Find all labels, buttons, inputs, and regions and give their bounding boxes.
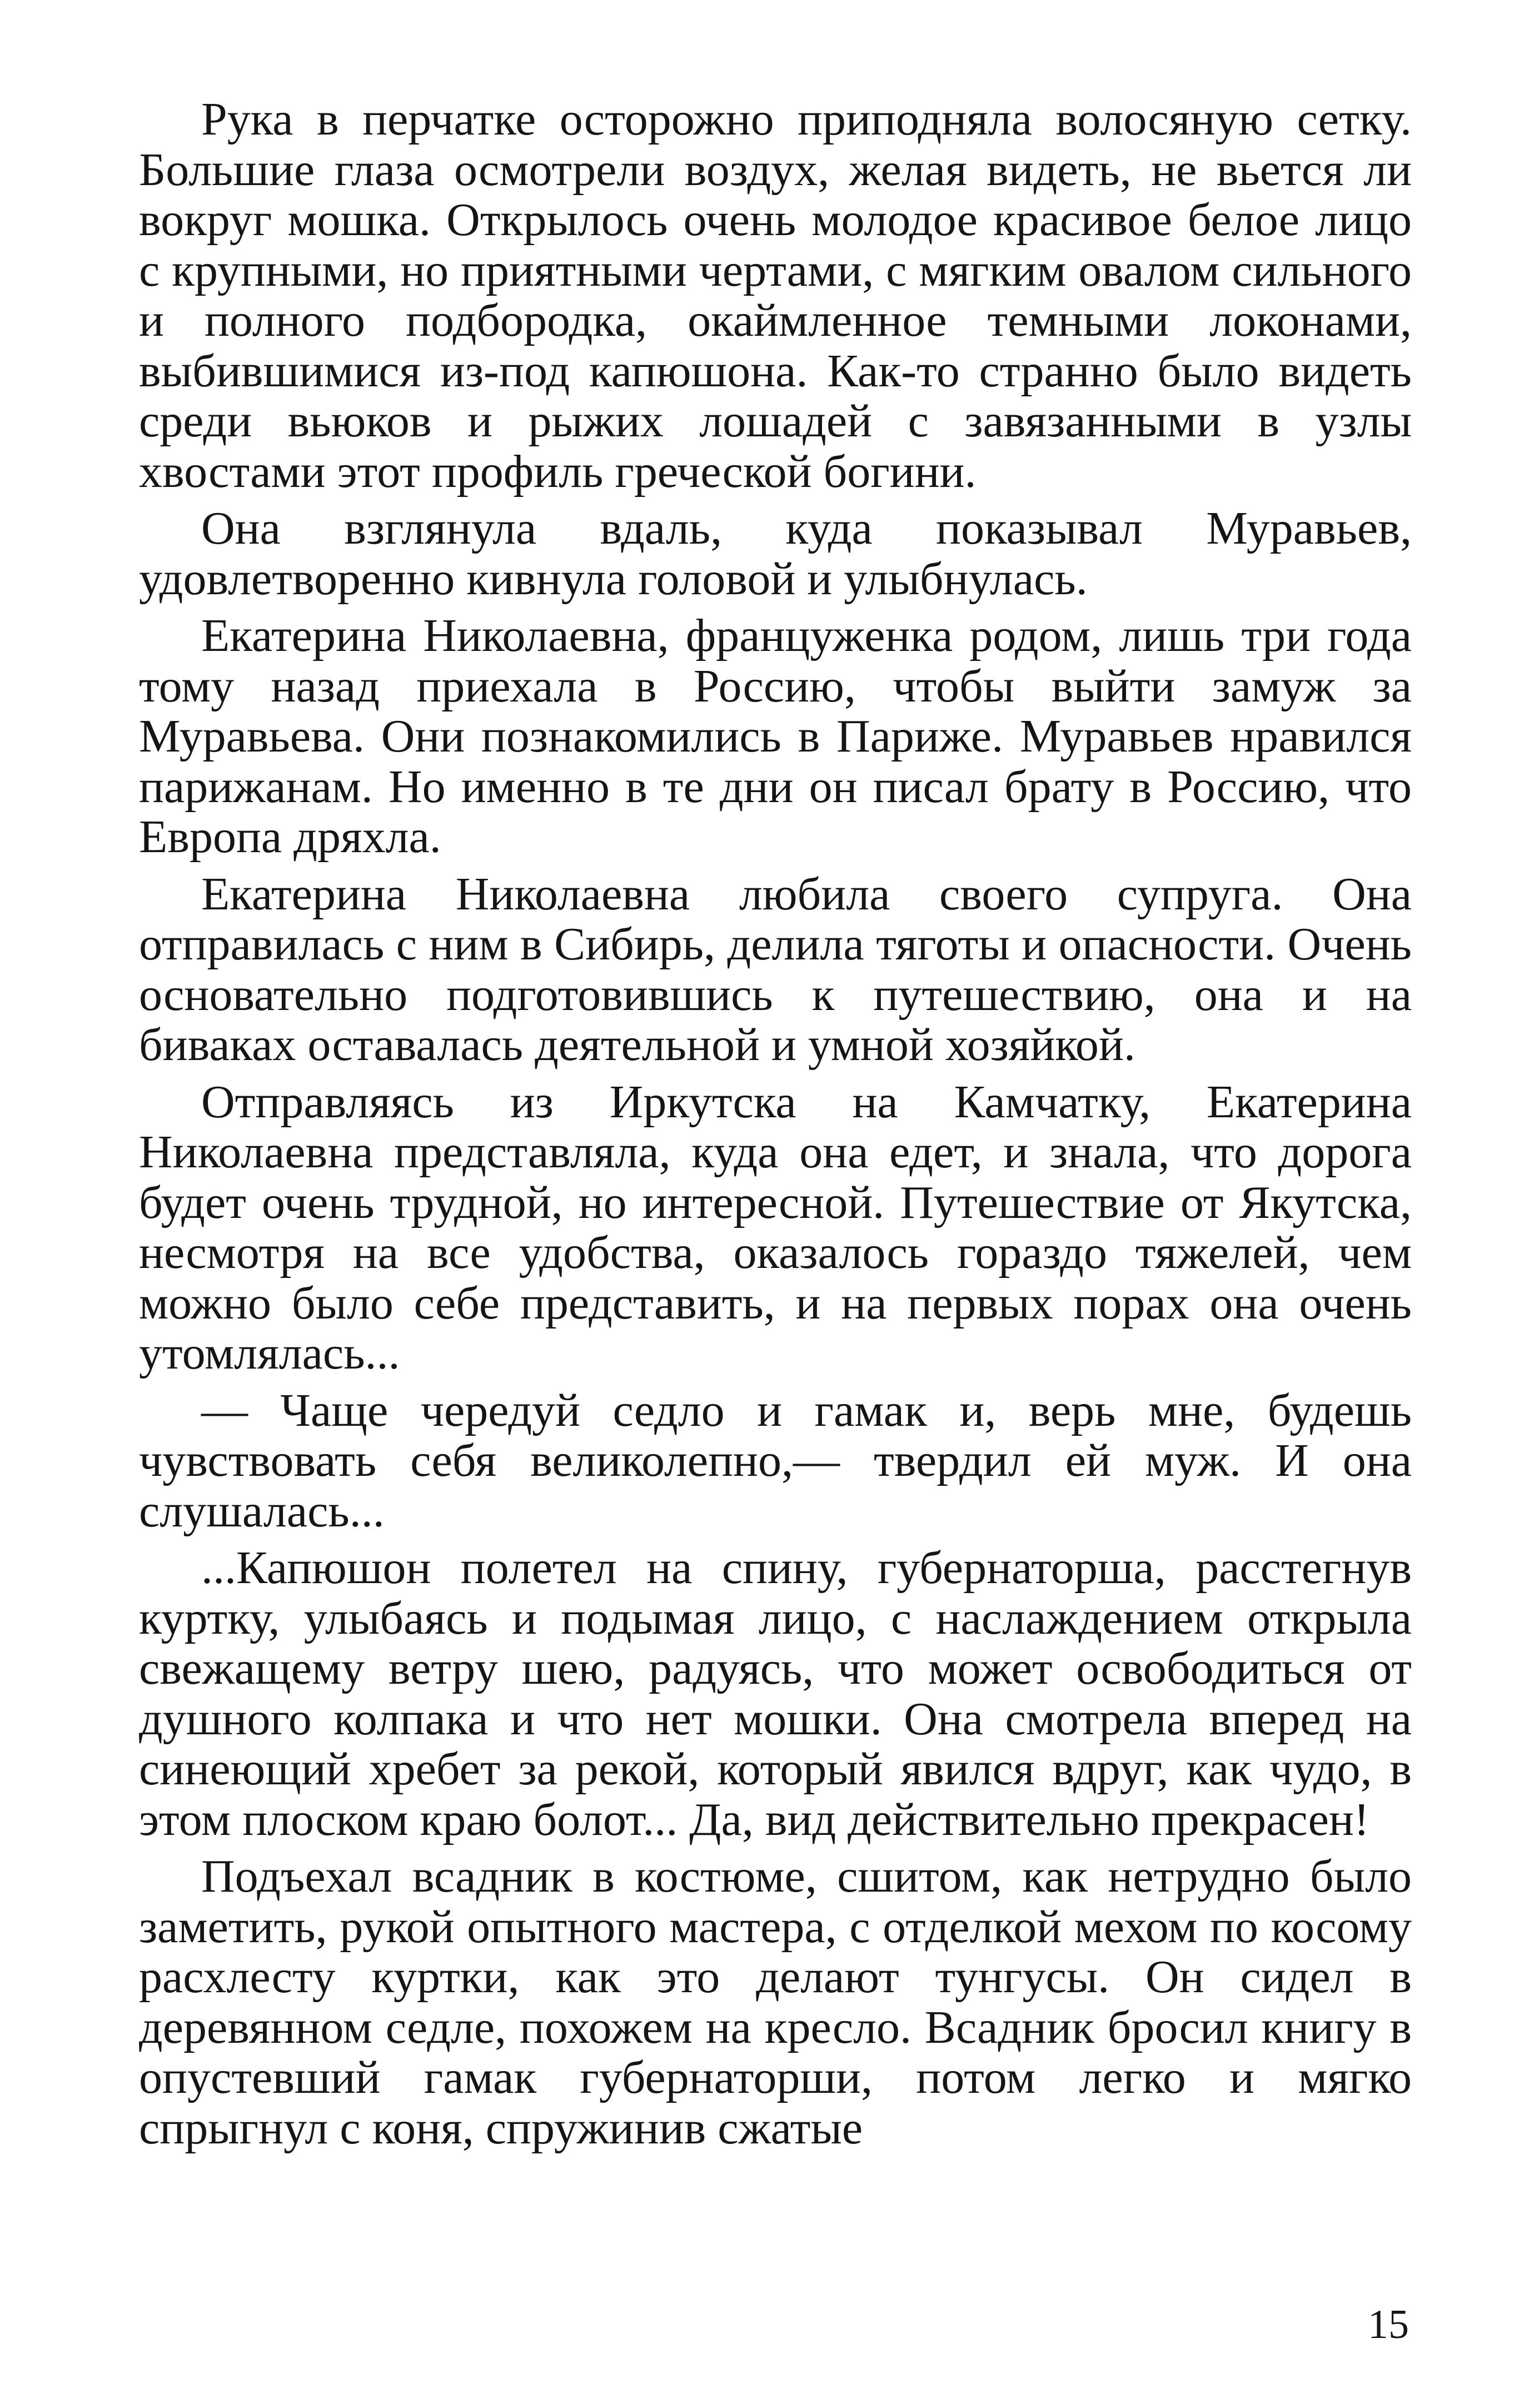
paragraph: Рука в перчатке осторожно приподняла волосяную сетку. Большие глаза осмотрели воздух, желая видеть, не вьется ли вокруг мошка. Открылось очень молодое красивое белое лицо с крупными, но приятными чертами, с мягким овалом сильного и полного подбородка, окаймленное темными локонами, выбившимися из-под капюшона. Как-то странно было видеть среди вьюков и рыжих лошадей с завязанными в узлы хвостами этот профиль греческой богини. xyxy=(139,93,1412,497)
paragraph: — Чаще чередуй седло и гамак и, верь мне, будешь чувствовать себя великолепно,— твердил ей муж. И она слушалась... xyxy=(139,1384,1412,1537)
body-text xyxy=(139,94,1412,2160)
paragraph: Екатерина Николаевна, француженка родом, лишь три года тому назад приехала в Россию, чтобы выйти замуж за Муравьева. Они познакомились в Париже. Муравьев нравился парижанам. Но именно в те дни он писал брату в Россию, что Европа дряхла. xyxy=(139,610,1412,863)
paragraph: Подъехал всадник в костюме, сшитом, как нетрудно было заметить, рукой опытного мастера, с отделкой мехом по косому расхлесту куртки, как это делают тунгусы. Он сидел в деревянном седле, похожем на кресло. Всадник бросил книгу в опустевший гамак губернаторши, потом легко и мягко спрыгнул с коня, спружинив сжатые xyxy=(139,1850,1412,2154)
paragraph: Отправляясь из Иркутска на Камчатку, Екатерина Николаевна представляла, куда она едет, и знала, что дорога будет очень трудной, но интересной. Путешествие от Якутска, несмотря на все удобства, оказалось гораздо тяжелей, чем можно было себе представить, и на первых порах она очень утомлялась... xyxy=(139,1076,1412,1379)
paragraph: ...Капюшон полетел на спину, губернаторша, расстегнув куртку, улыбаясь и подымая лицо, с наслаждением открыла свежащему ветру шею, радуясь, что может освободиться от душного колпака и что нет мошки. Она смотрела вперед на синеющий хребет за рекой, который явился вдруг, как чудо, в этом плоском краю болот... Да, вид действительно прекрасен! xyxy=(139,1542,1412,1845)
page-number: 15 xyxy=(1368,2302,1409,2347)
paragraph: Екатерина Николаевна любила своего супруга. Она отправилась с ним в Сибирь, делила тяготы и опасности. Очень основательно подготовившись к путешествию, она и на биваках оставалась деятельной и умной хозяйкой. xyxy=(139,868,1412,1071)
paragraph: Она взглянула вдаль, куда показывал Муравьев, удовлетворенно кивнула головой и улыбнулась. xyxy=(139,503,1412,605)
